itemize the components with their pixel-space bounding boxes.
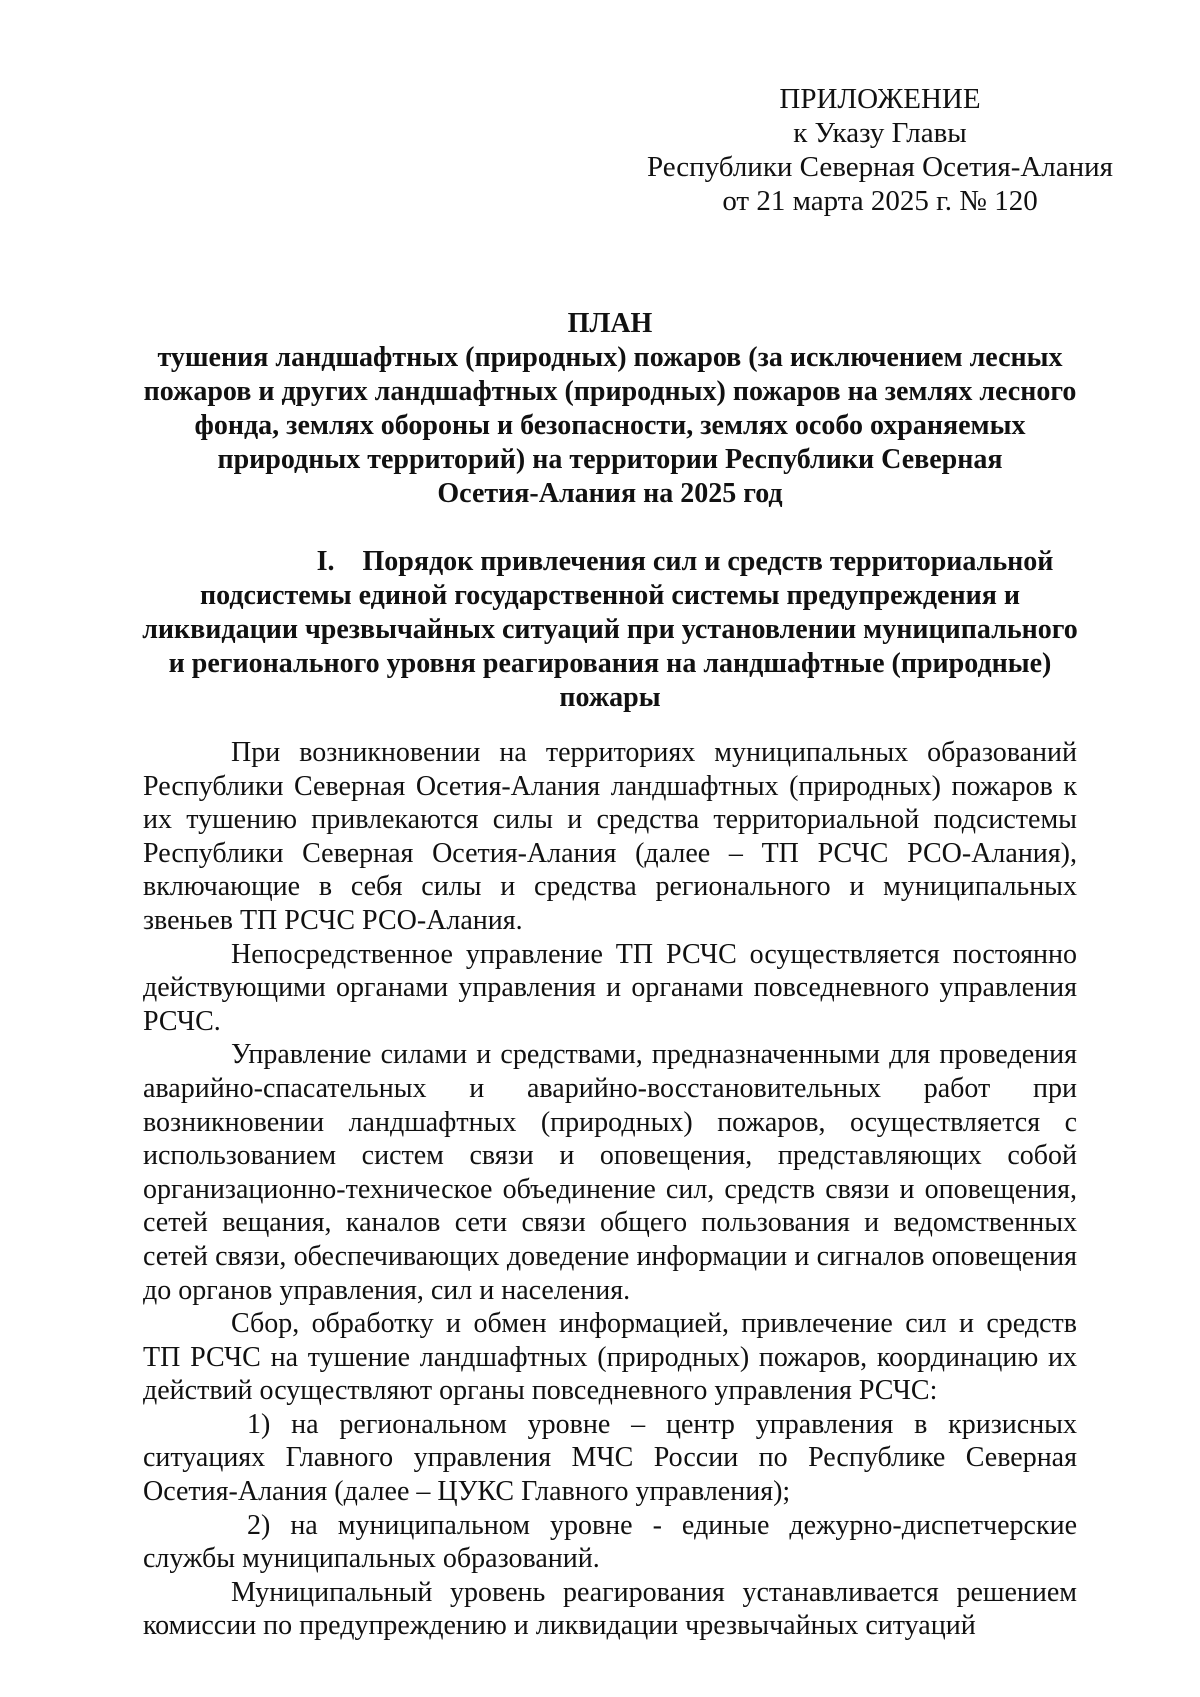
title-line: Осетия-Алания на 2025 год bbox=[437, 478, 783, 509]
appendix-header bbox=[640, 82, 1120, 218]
appendix-decree-ref: к Указу Главы bbox=[793, 117, 967, 149]
title-line: тушения ландшафтных (природных) пожаров (за исключением лесных bbox=[157, 342, 1063, 373]
paragraph: Непосредственное управление ТП РСЧС осуществляется постоянно действующими органами управления и органами повседневного управления РСЧС. bbox=[143, 938, 1077, 1037]
title-heading: ПЛАН bbox=[567, 308, 653, 339]
paragraph: При возникновении на территориях муниципальных образований Республики Северная Осетия-Алания ландшафтных (природных) пожаров к их тушению привлекаются силы и средства территориальной подсистемы Республики Северная Осетия-Алания (далее – ТП РСЧС РСО-Алания), включающие в себя силы и средства регионального и муниципальных звеньев ТП РСЧС РСО-Алания. bbox=[143, 737, 1077, 936]
paragraph: Сбор, обработку и обмен информацией, привлечение сил и средств ТП РСЧС на тушение ландшафтных (природных) пожаров, координацию их действий осуществляют органы повседневного управления РСЧС: bbox=[143, 1308, 1077, 1407]
list-item: 2) на муниципальном уровне - единые дежурно-диспетчерские службы муниципальных образований. bbox=[143, 1509, 1077, 1575]
title-line: природных территорий) на территории Республики Северная bbox=[217, 444, 1003, 475]
appendix-date-number: от 21 марта 2025 г. № 120 bbox=[722, 185, 1038, 217]
body-text bbox=[143, 736, 1077, 1643]
section-heading-text: Порядок привлечения сил и средств территориальной bbox=[362, 546, 1054, 577]
section-heading-line: пожары bbox=[559, 682, 661, 713]
appendix-republic: Республики Северная Осетия-Алания bbox=[646, 151, 1114, 183]
list-item: 1) на региональном уровне – центр управления в кризисных ситуациях Главного управления МЧС России по Республике Северная Осетия-Алания (далее – ЦУКС Главного управления); bbox=[143, 1408, 1077, 1508]
document-title bbox=[140, 307, 1080, 511]
paragraph: Муниципальный уровень реагирования устанавливается решением комиссии по предупреждению и ликвидации чрезвычайных ситуаций bbox=[143, 1576, 1077, 1642]
section-heading-line: и регионального уровня реагирования на ландшафтные (природные) bbox=[168, 648, 1052, 679]
section-heading-line: подсистемы единой государственной системы предупреждения и bbox=[200, 580, 1020, 611]
title-line: фонда, землях обороны и безопасности, землях особо охраняемых bbox=[194, 410, 1026, 441]
title-line: пожаров и других ландшафтных (природных) пожаров на землях лесного bbox=[143, 376, 1077, 407]
section-heading-line: ликвидации чрезвычайных ситуаций при установлении муниципального bbox=[142, 614, 1078, 645]
appendix-label: ПРИЛОЖЕНИЕ bbox=[779, 83, 981, 115]
section-number: I. bbox=[316, 546, 335, 577]
section-heading-line bbox=[140, 545, 1080, 579]
paragraph: Управление силами и средствами, предназначенными для проведения аварийно-спасательных и аварийно-восстановительных работ при возникновении ландшафтных (природных) пожаров, осуществляется с использованием систем связи и оповещения, представляющих собой организационно-техническое объединение сил, средств связи и оповещения, сетей вещания, каналов сети связи общего пользования и ведомственных сетей связи, обеспечивающих доведение информации и сигналов оповещения до органов управления, сил и населения. bbox=[143, 1039, 1077, 1306]
section-heading bbox=[140, 545, 1080, 715]
